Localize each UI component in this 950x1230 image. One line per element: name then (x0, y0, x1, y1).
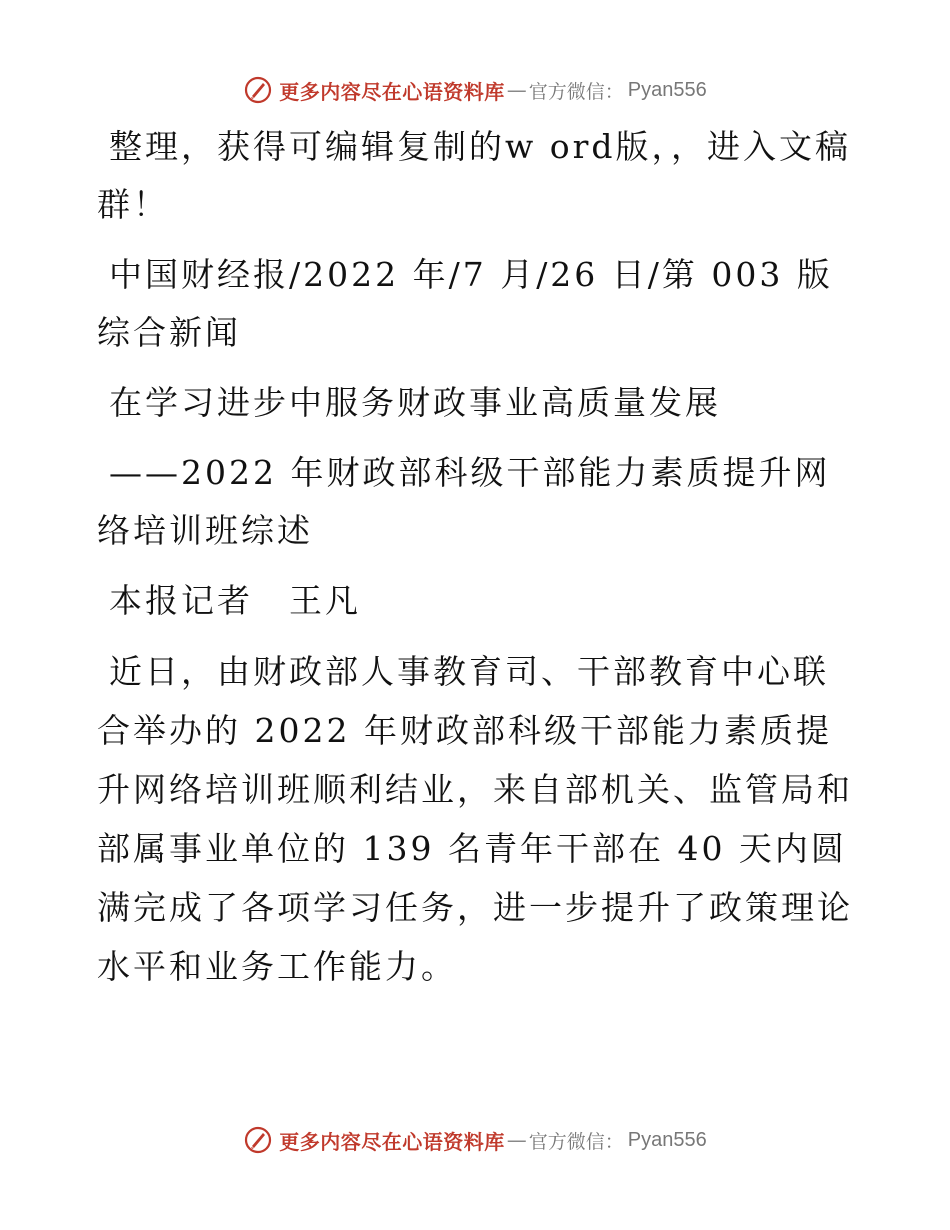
byline: 本报记者 王凡 (109, 581, 361, 620)
banner-official-label: 官方微信： (528, 80, 624, 103)
source-line: 中国财经报/2022 年/7 月/26 日/第 003 版综合新闻 (97, 255, 833, 352)
banner-dash: — (506, 1128, 527, 1152)
header-watermark-banner (0, 70, 950, 110)
banner-text: 更多内容尽在心语资料库 (279, 1129, 505, 1154)
footer-watermark-banner (0, 1120, 950, 1160)
quill-seal-icon (243, 75, 273, 105)
document-body (97, 118, 857, 1008)
article-subtitle: ——2022 年财政部科级干部能力素质提升网络培训班综述 (97, 453, 831, 550)
banner-wechat-id: Pyan556 (627, 78, 707, 101)
banner-official-label: 官方微信： (528, 1130, 624, 1153)
intro-paragraph: 整理，获得可编辑复制的w ord版，，进入文稿群！ (97, 127, 852, 224)
quill-seal-icon (243, 1125, 273, 1155)
article-title: 在学习进步中服务财政事业高质量发展 (109, 383, 721, 422)
banner-text: 更多内容尽在心语资料库 (279, 79, 505, 104)
banner-wechat-id: Pyan556 (627, 1128, 707, 1151)
banner-dash: — (506, 78, 527, 102)
body-paragraph: 近日，由财政部人事教育司、干部教育中心联合举办的 2022 年财政部科级干部能力素质提升网络培训班顺利结业，来自部机关、监管局和部属事业单位的 139 名青年干部在 40 天内圆满完成了各项学习任务，进一步提升了政策理论水平和业务工作能力。 (97, 652, 853, 986)
